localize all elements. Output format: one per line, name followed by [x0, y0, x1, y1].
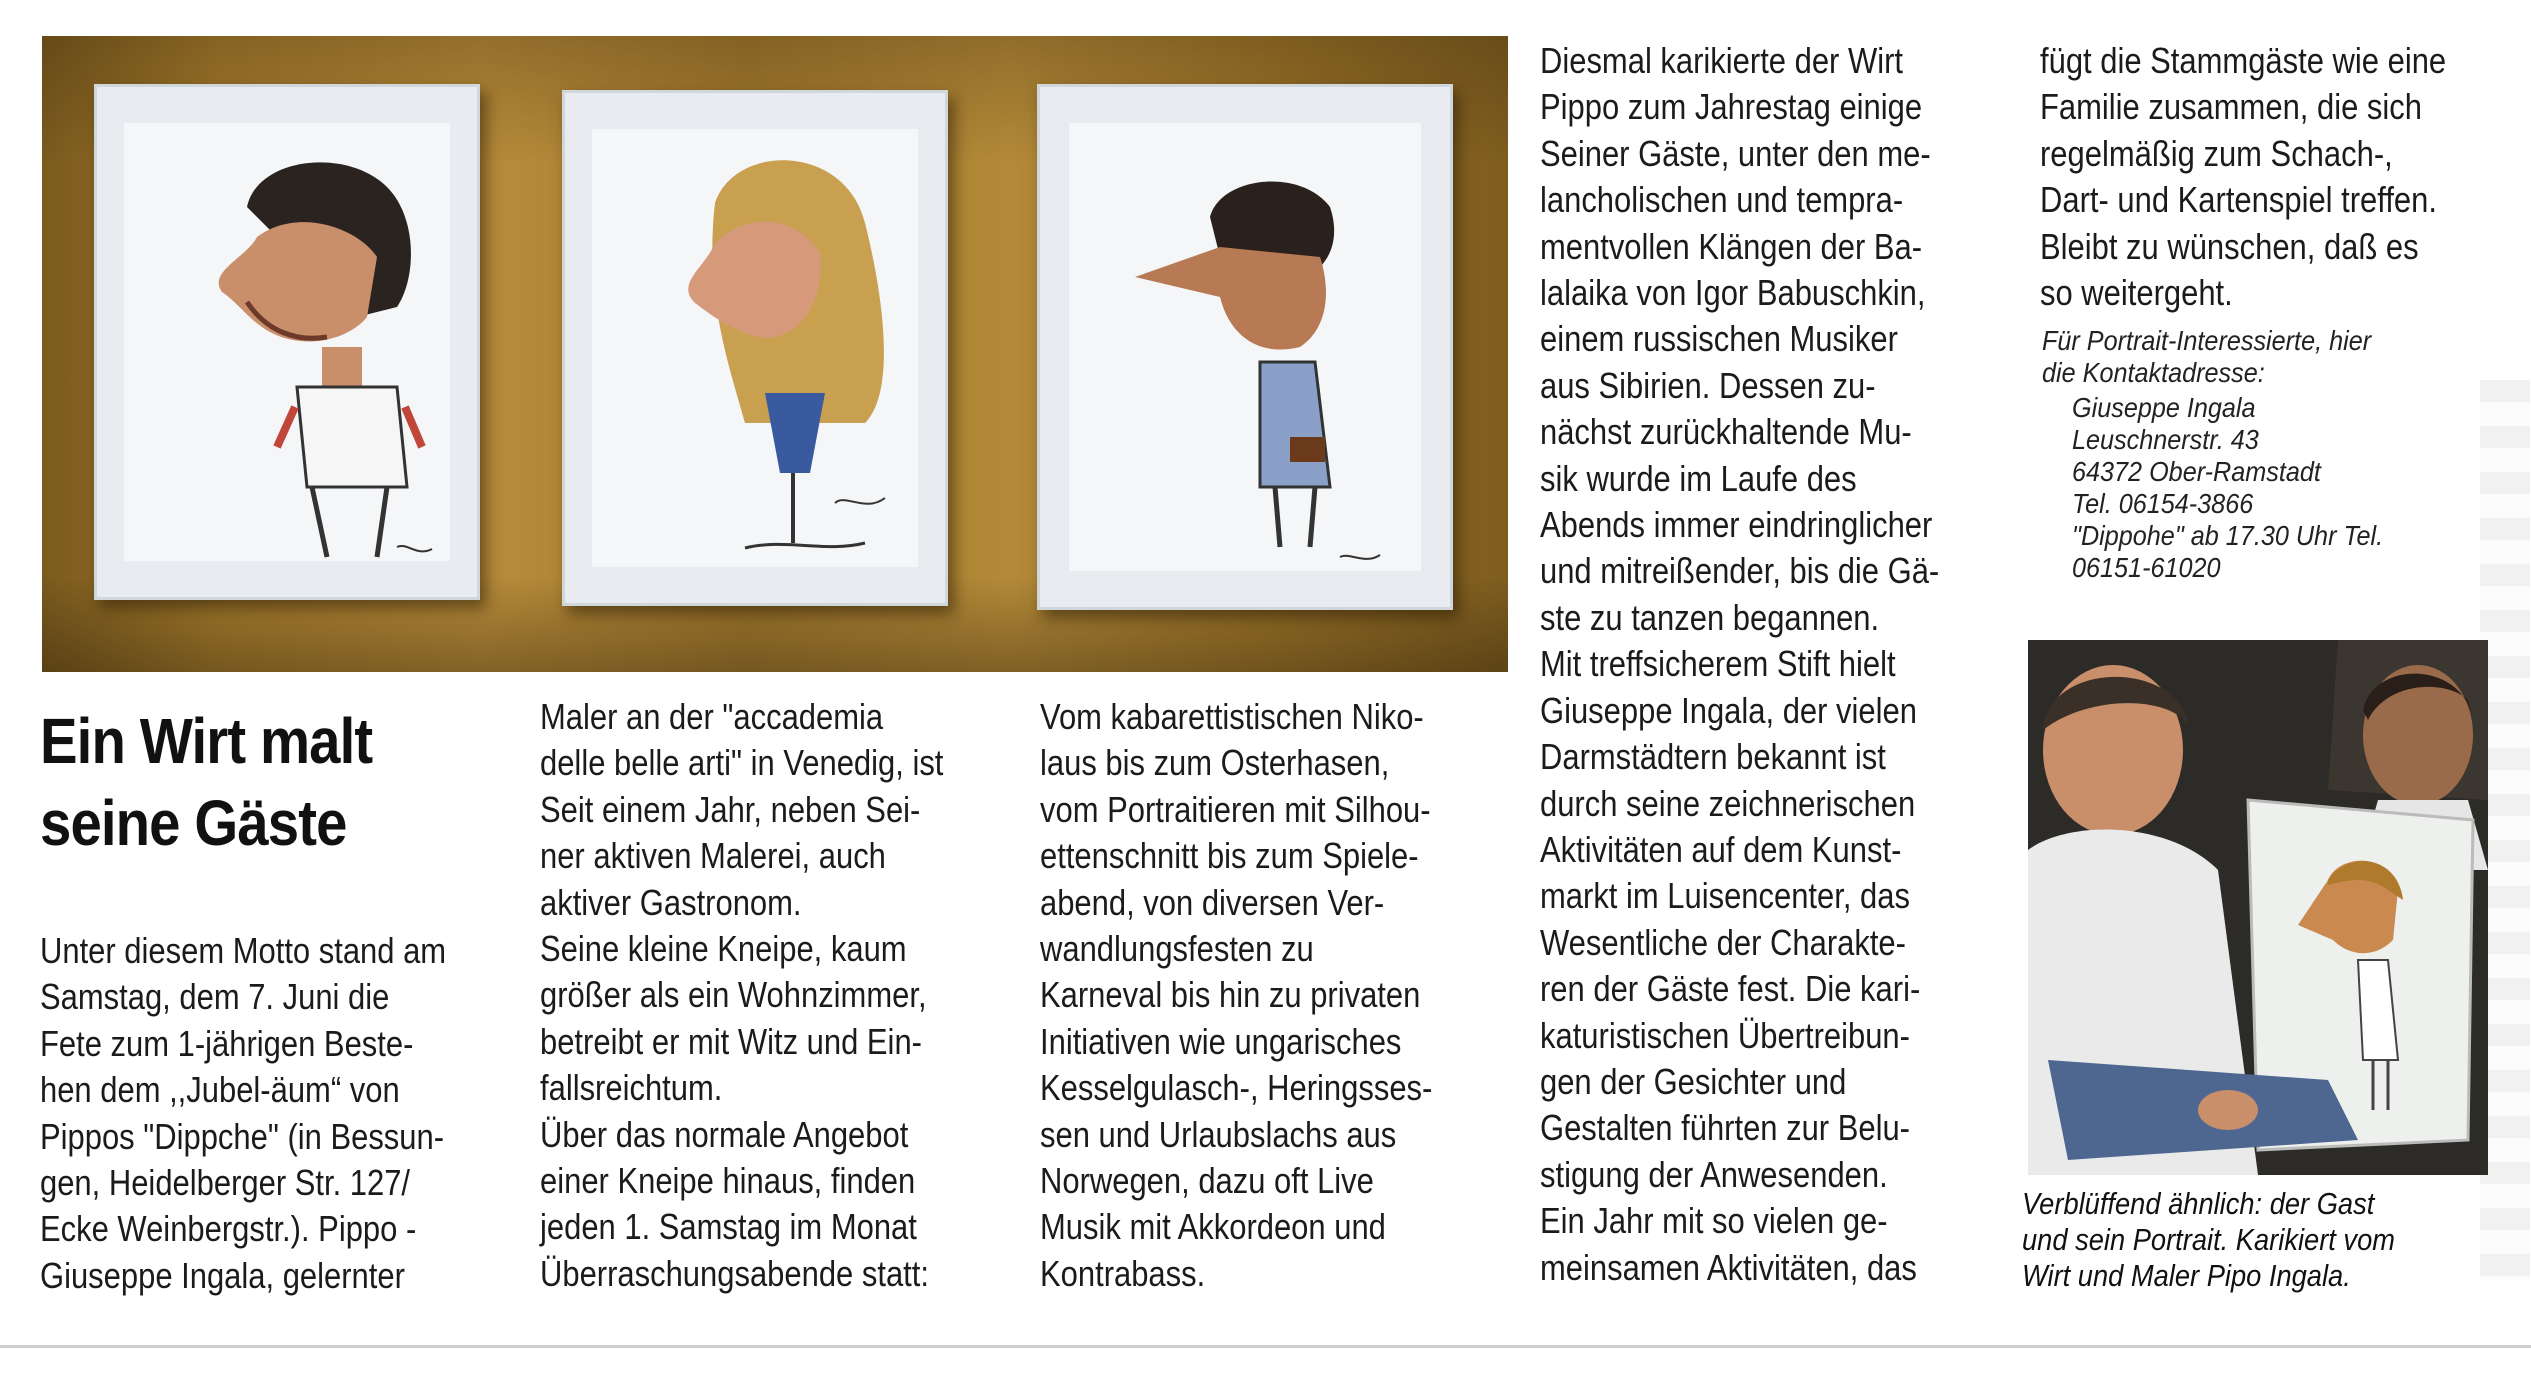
photo-caption: Verblüffend ähnlich: der Gast und sein Portrait. Karikiert vom Wirt und Maler Pipo Ingala.	[2022, 1186, 2395, 1293]
guest-and-portrait-photo	[2028, 640, 2488, 1175]
contact-street: Leuschnerstr. 43	[2072, 424, 2259, 455]
caricature-man-2-drawing	[1040, 87, 1450, 607]
caricature-frame-man	[94, 84, 480, 600]
article-column-2: Maler an der "accademia delle belle arti" in Venedig, ist Seit einem Jahr, neben Sei- ner aktiven Malerei, auch aktiver Gastronom. Seine kleine Kneipe, kaum größer als ein Wohnzimmer, betreibt er mit Witz und Ein- fallsreichtum. Über das normale Angebot einer Kneipe hinaus, finden jeden 1. Samstag im Monat Überraschungsabende statt:	[540, 696, 944, 1294]
caricature-frame-man-2	[1037, 84, 1453, 610]
contact-name: Giuseppe Ingala	[2072, 392, 2256, 423]
article-column-3: Vom kabarettistischen Niko- laus bis zum Osterhasen, vom Portraitieren mit Silhou- ettenschnitt bis zum Spiele- abend, von diversen Ver- wandlungsfesten zu Karneval bis hin zu privaten Initiativen wie ungarisches Kesselgulasch-, Heringsses- sen und Urlaubslachs aus Norwegen, dazu oft Live Musik mit Akkordeon und Kontrabass.	[1040, 696, 1433, 1294]
headline-line-2: seine Gäste	[40, 787, 347, 859]
caricature-woman-drawing	[565, 93, 945, 603]
contact-intro: Für Portrait-Interessierte, hier die Kontaktadresse:	[2042, 325, 2372, 388]
headline-line-1: Ein Wirt malt	[40, 705, 373, 777]
caricature-man-drawing	[97, 87, 477, 597]
article-column-5: fügt die Stammgäste wie eine Familie zusammen, die sich regelmäßig zum Schach-, Dart- und Kartenspiel treffen. Bleibt zu wünschen, daß es so weitergeht.	[2040, 40, 2447, 314]
article-column-1: Unter diesem Motto stand am Samstag, dem 7. Juni die Fete zum 1-jährigen Beste- hen dem ,,Jubel-äum“ von Pippos "Dippche" (in Bessun- gen, Heidelberger Str. 127/ Ecke Weinbergstr.). Pippo - Giuseppe Ingala, gelernter	[40, 930, 447, 1296]
caricature-frame-woman	[562, 90, 948, 606]
guest-and-portrait-drawing	[2028, 640, 2488, 1175]
contact-dippche-line-1: "Dippohe" ab 17.30 Uhr Tel.	[2072, 520, 2384, 551]
page-rule	[0, 1345, 2531, 1348]
contact-address	[2072, 392, 2531, 584]
contact-dippche-line-2: 06151-61020	[2072, 552, 2221, 583]
contact-phone: Tel. 06154-3866	[2072, 488, 2254, 519]
contact-city: 64372 Ober-Ramstadt	[2072, 456, 2321, 487]
caricatures-photo	[42, 36, 1508, 672]
headline	[40, 700, 462, 864]
article-column-4: Diesmal karikierte der Wirt Pippo zum Jahrestag einige Seiner Gäste, unter den me- lancholischen und tempra- mentvollen Klängen der Ba- lalaika von Igor Babuschkin, einem russischen Musiker aus Sibirien. Dessen zu- nächst zurückhaltende Mu- sik wurde im Laufe des Abends immer eindringlicher und mitreißender, bis die Gä- ste zu tanzen begannen. Mit treffsicherem Stift hielt Giuseppe Ingala, der vielen Darmstädtern bekannt ist durch seine zeichnerischen Aktivitäten auf dem Kunst- markt im Luisencenter, das Wesentliche der Charakte- ren der Gäste fest. Die kari- katuristischen Übertreibun- gen der Gesichter und Gestalten führten zur Belu- stigung der Anwesenden. Ein Jahr mit so vielen ge- meinsamen Aktivitäten, das	[1540, 40, 1940, 1288]
